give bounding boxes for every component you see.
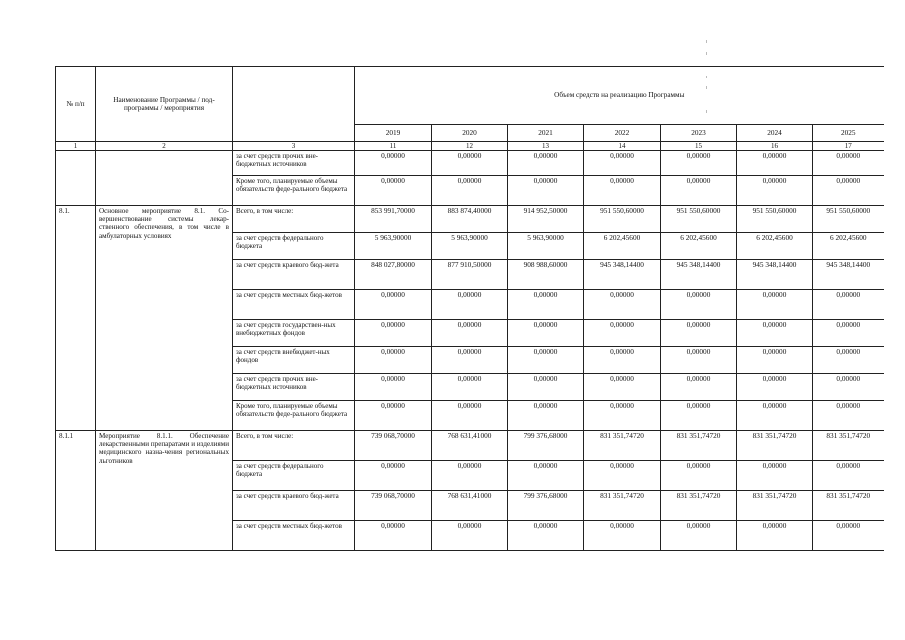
value-2024: 0,00000 <box>737 320 813 347</box>
value-2024: 0,00000 <box>737 176 813 206</box>
value-2019: 0,00000 <box>355 374 432 401</box>
funding-source: Кроме того, планируемые объемы обязательств феде-рального бюджета <box>233 176 355 206</box>
funding-source: Всего, в том числе: <box>233 431 355 461</box>
value-2020: 768 631,41000 <box>432 431 508 461</box>
value-2020: 0,00000 <box>432 374 508 401</box>
value-2020: 0,00000 <box>432 521 508 551</box>
column-number: 12 <box>432 142 508 151</box>
year-header: 2020 <box>432 125 508 142</box>
column-number: 17 <box>813 142 884 151</box>
value-2020: 0,00000 <box>432 151 508 176</box>
value-2022: 951 550,60000 <box>584 206 661 233</box>
value-2025: 0,00000 <box>813 461 884 491</box>
value-2020: 768 631,41000 <box>432 491 508 521</box>
value-2019: 0,00000 <box>355 401 432 431</box>
value-2025: 0,00000 <box>813 347 884 374</box>
value-2023: 0,00000 <box>661 401 737 431</box>
value-2020: 0,00000 <box>432 176 508 206</box>
value-2020: 0,00000 <box>432 320 508 347</box>
year-header: 2023 <box>661 125 737 142</box>
column-number: 14 <box>584 142 661 151</box>
year-header: 2024 <box>737 125 813 142</box>
value-2023: 0,00000 <box>661 151 737 176</box>
year-header: 2019 <box>355 125 432 142</box>
value-2019: 0,00000 <box>355 290 432 320</box>
value-2023: 0,00000 <box>661 347 737 374</box>
value-2023: 0,00000 <box>661 290 737 320</box>
value-2020: 0,00000 <box>432 290 508 320</box>
funding-source: за счет средств местных бюд-жетов <box>233 290 355 320</box>
column-number: 13 <box>508 142 584 151</box>
value-2025: 6 202,45600 <box>813 233 884 260</box>
value-2024: 0,00000 <box>737 374 813 401</box>
value-2021: 799 376,68000 <box>508 431 584 461</box>
value-2021: 0,00000 <box>508 347 584 374</box>
value-2024: 0,00000 <box>737 151 813 176</box>
scan-mark <box>706 52 707 55</box>
value-2021: 5 963,90000 <box>508 233 584 260</box>
value-2020: 5 963,90000 <box>432 233 508 260</box>
value-2019: 0,00000 <box>355 320 432 347</box>
value-2021: 0,00000 <box>508 151 584 176</box>
value-2022: 0,00000 <box>584 374 661 401</box>
value-2022: 831 351,74720 <box>584 491 661 521</box>
value-2024: 6 202,45600 <box>737 233 813 260</box>
value-2020: 0,00000 <box>432 401 508 431</box>
year-header: 2022 <box>584 125 661 142</box>
column-number: 16 <box>737 142 813 151</box>
value-2023: 945 348,14400 <box>661 260 737 290</box>
row-number: 8.1.1 <box>56 431 96 551</box>
value-2025: 951 550,60000 <box>813 206 884 233</box>
table-row <box>56 206 884 233</box>
value-2019: 739 068,70000 <box>355 431 432 461</box>
value-2021: 914 952,50000 <box>508 206 584 233</box>
value-2021: 0,00000 <box>508 374 584 401</box>
scan-mark <box>706 40 707 43</box>
value-2023: 0,00000 <box>661 521 737 551</box>
value-2022: 0,00000 <box>584 521 661 551</box>
value-2019: 0,00000 <box>355 151 432 176</box>
value-2024: 0,00000 <box>737 347 813 374</box>
year-header: 2025 <box>813 125 884 142</box>
program-name <box>96 151 233 206</box>
program-name: Основное мероприятие 8.1. Со-вершенствование системы лекар-ственного обеспечения, в том числе в амбулаторных условиях <box>96 206 233 431</box>
value-2023: 0,00000 <box>661 374 737 401</box>
value-2024: 0,00000 <box>737 401 813 431</box>
value-2022: 0,00000 <box>584 461 661 491</box>
program-name: Мероприятие 8.1.1. Обеспечение лекарственными препаратами и изделиями медицинского назна-чения региональных льготников <box>96 431 233 551</box>
value-2025: 0,00000 <box>813 401 884 431</box>
value-2019: 853 991,70000 <box>355 206 432 233</box>
funding-source: за счет средств федерального бюджета <box>233 233 355 260</box>
column-number: 2 <box>96 142 233 151</box>
value-2021: 0,00000 <box>508 320 584 347</box>
value-2022: 0,00000 <box>584 347 661 374</box>
value-2025: 0,00000 <box>813 290 884 320</box>
value-2020: 0,00000 <box>432 347 508 374</box>
value-2024: 0,00000 <box>737 461 813 491</box>
value-2025: 0,00000 <box>813 320 884 347</box>
value-2021: 0,00000 <box>508 461 584 491</box>
value-2020: 883 874,40000 <box>432 206 508 233</box>
column-number: 11 <box>355 142 432 151</box>
value-2023: 951 550,60000 <box>661 206 737 233</box>
value-2020: 877 910,50000 <box>432 260 508 290</box>
value-2022: 0,00000 <box>584 151 661 176</box>
value-2024: 831 351,74720 <box>737 431 813 461</box>
funding-source: за счет средств прочих вне-бюджетных источников <box>233 151 355 176</box>
funding-source: за счет средств краевого бюд-жета <box>233 260 355 290</box>
value-2019: 0,00000 <box>355 347 432 374</box>
value-2022: 945 348,14400 <box>584 260 661 290</box>
value-2021: 908 988,60000 <box>508 260 584 290</box>
row-number <box>56 151 96 206</box>
year-header: 2021 <box>508 125 584 142</box>
value-2024: 0,00000 <box>737 521 813 551</box>
funding-source: за счет средств прочих вне-бюджетных источников <box>233 374 355 401</box>
value-2022: 0,00000 <box>584 320 661 347</box>
value-2023: 831 351,74720 <box>661 431 737 461</box>
funding-source: за счет средств местных бюд-жетов <box>233 521 355 551</box>
funding-source: за счет средств внебюджет-ных фондов <box>233 347 355 374</box>
value-2025: 0,00000 <box>813 151 884 176</box>
header-volume: Объем средств на реализацию Программы <box>355 67 884 125</box>
column-number: 15 <box>661 142 737 151</box>
value-2021: 799 376,68000 <box>508 491 584 521</box>
value-2025: 0,00000 <box>813 374 884 401</box>
value-2025: 831 351,74720 <box>813 491 884 521</box>
value-2023: 0,00000 <box>661 461 737 491</box>
value-2023: 6 202,45600 <box>661 233 737 260</box>
value-2021: 0,00000 <box>508 290 584 320</box>
header-source <box>233 67 355 142</box>
column-number: 1 <box>56 142 96 151</box>
value-2019: 0,00000 <box>355 521 432 551</box>
column-number: 3 <box>233 142 355 151</box>
value-2023: 0,00000 <box>661 320 737 347</box>
value-2020: 0,00000 <box>432 461 508 491</box>
value-2022: 831 351,74720 <box>584 431 661 461</box>
value-2022: 0,00000 <box>584 401 661 431</box>
value-2022: 6 202,45600 <box>584 233 661 260</box>
value-2021: 0,00000 <box>508 401 584 431</box>
value-2019: 0,00000 <box>355 461 432 491</box>
header-name: Наименование Программы / под-программы / мероприятия <box>96 67 233 142</box>
value-2022: 0,00000 <box>584 176 661 206</box>
value-2022: 0,00000 <box>584 290 661 320</box>
value-2019: 739 068,70000 <box>355 491 432 521</box>
header-no: № п/п <box>56 67 96 142</box>
value-2021: 0,00000 <box>508 176 584 206</box>
value-2019: 848 027,80000 <box>355 260 432 290</box>
funding-source: за счет средств федерального бюджета <box>233 461 355 491</box>
value-2025: 0,00000 <box>813 176 884 206</box>
program-funding-table <box>55 66 884 551</box>
table-row <box>56 151 884 176</box>
value-2021: 0,00000 <box>508 521 584 551</box>
value-2019: 0,00000 <box>355 176 432 206</box>
value-2024: 831 351,74720 <box>737 491 813 521</box>
table-row <box>56 431 884 461</box>
funding-source: Кроме того, планируемые объемы обязательств феде-рального бюджета <box>233 401 355 431</box>
value-2024: 945 348,14400 <box>737 260 813 290</box>
value-2024: 0,00000 <box>737 290 813 320</box>
value-2024: 951 550,60000 <box>737 206 813 233</box>
value-2025: 831 351,74720 <box>813 431 884 461</box>
row-number: 8.1. <box>56 206 96 431</box>
value-2019: 5 963,90000 <box>355 233 432 260</box>
value-2025: 0,00000 <box>813 521 884 551</box>
value-2023: 0,00000 <box>661 176 737 206</box>
value-2023: 831 351,74720 <box>661 491 737 521</box>
funding-source: за счет средств государствен-ных внебюджетных фондов <box>233 320 355 347</box>
value-2025: 945 348,14400 <box>813 260 884 290</box>
funding-source: Всего, в том числе: <box>233 206 355 233</box>
funding-source: за счет средств краевого бюд-жета <box>233 491 355 521</box>
